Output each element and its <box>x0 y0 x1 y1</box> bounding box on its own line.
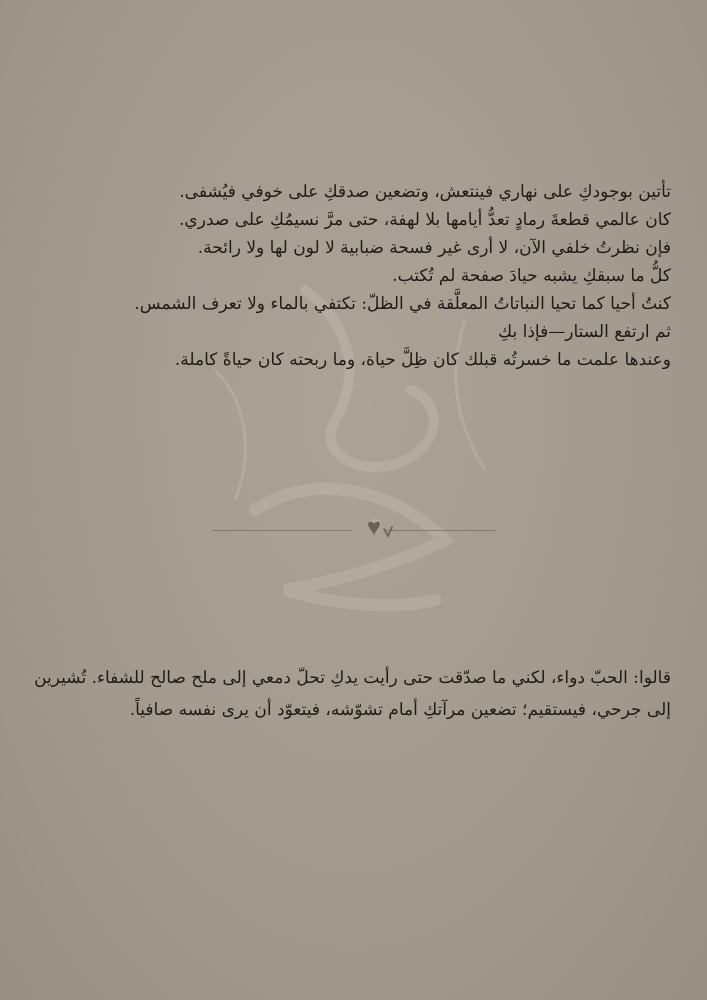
poem-line: كان عالمي قطعةَ رمادٍ تعدُّ أيامها بلا لهفة، حتى مرَّ نسيمُكِ على صدري. <box>179 210 671 230</box>
section-divider <box>212 518 495 542</box>
poem-line: تأتين بوجودكِ على نهاري فينتعش، وتضعين صدقكِ على خوفي فيُشفى. <box>179 182 671 202</box>
divider-rule <box>212 530 352 531</box>
poem-stanza-bottom: قالوا: الحبّ دواء، لكني ما صدّقت حتى رأيت يدكِ تحلّ دمعي إلى ملح صالح للشفاء. تُشيرين إلى جرحي، فيستقيم؛ تضعين مرآتكِ أمام تشوّشه، فيتعوّد أن يرى نفسه صافياً. <box>34 668 671 720</box>
divider-rule <box>385 530 495 531</box>
poem-line: كلُّ ما سبقكِ يشبه حيادَ صفحة لم تُكتب. <box>392 266 671 286</box>
poem-stanza-top <box>31 178 671 374</box>
heart-icon <box>364 520 394 540</box>
poem-line: وعندها علمت ما خسرتُه قبلك كان ظِلَّ حياة، وما ربحته كان حياةً كاملة. <box>174 350 671 370</box>
poem-line: كنتُ أحيا كما تحيا النباتاتُ المعلَّقة في الظلّ: تكتفي بالماء ولا تعرف الشمس. <box>134 294 671 314</box>
poem-line: فإن نظرتُ خلفي الآن، لا أرى غير فسحة ضبابية لا لون لها ولا رائحة. <box>197 238 671 258</box>
poem-line: ثم ارتفع الستار—فإذا بكِ <box>498 322 671 342</box>
